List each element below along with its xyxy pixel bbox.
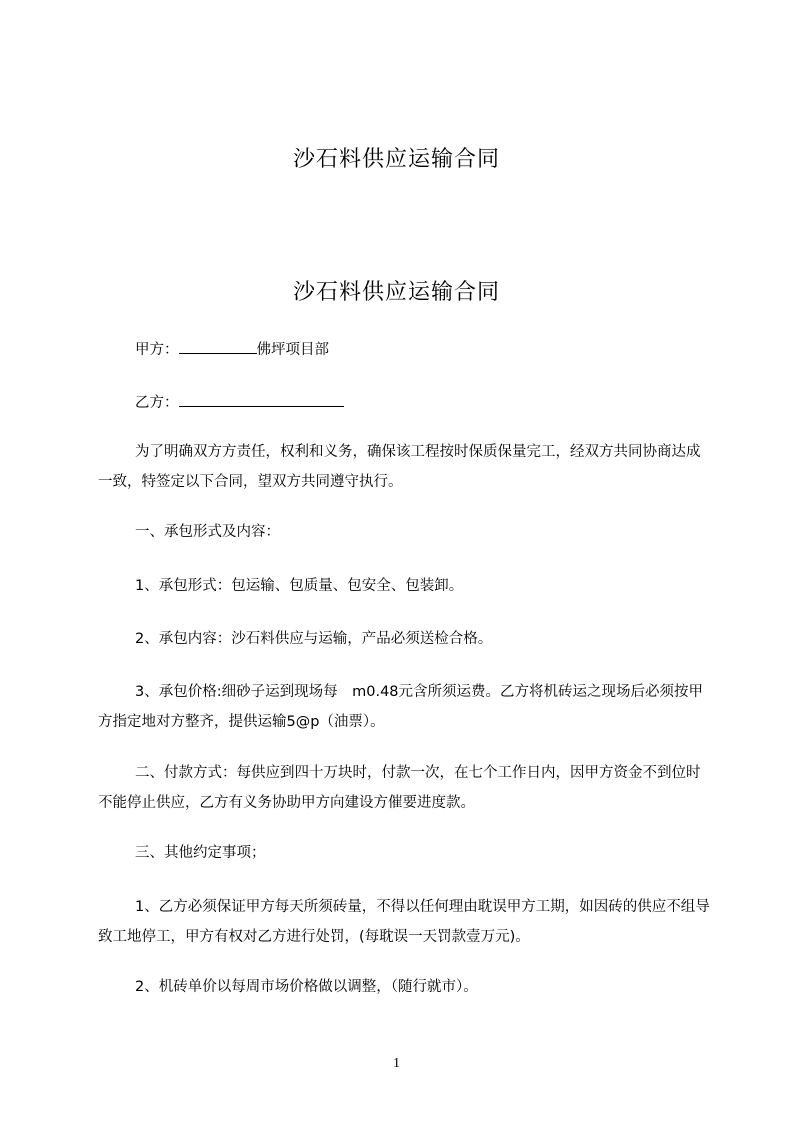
clause-payment: 二、付款方式：每供应到四十万块时，付款一次，在七个工作日内，因甲方资金不到位时不能停止供应，乙方有义务协助甲方向建设方催要进度款。: [98, 765, 701, 811]
clause-contract-content: 2、承包内容：沙石料供应与运输，产品必须送检合格。: [135, 631, 493, 647]
party-b-line: [135, 391, 344, 413]
party-b-blank: [179, 391, 344, 407]
paragraph-preamble: 为了明确双方方责任，权利和义务，确保该工程按时保质保量完工，经双方共同协商达成一致，特签定以下合同，望双方共同遵守执行。: [98, 444, 701, 490]
party-a-line: [135, 338, 329, 360]
clause-contract-price: 3、承包价格:细砂子运到现场每 m0.48元含所须运费。乙方将机砖运之现场后必须按甲方指定地对方整齐，提供运输5@p（油票）。: [98, 684, 704, 730]
page-number: 1: [393, 1056, 400, 1071]
clause-contract-form: 1、承包形式：包运输、包质量、包安全、包装卸。: [135, 578, 464, 594]
cover-title: 沙石料供应运输合同: [292, 147, 500, 172]
clause-price-adjustment: 2、机砖单价以每周市场价格做以调整，（随行就市）。: [135, 979, 478, 995]
heading-contract-form: 一、承包形式及内容：: [135, 524, 280, 540]
heading-other-terms: 三、其他约定事项；: [135, 845, 266, 861]
party-b-label: 乙方：: [135, 395, 179, 411]
clause-supply-guarantee: 1、乙方必须保证甲方每天所须砖量，不得以任何理由耽误甲方工期，如因砖的供应不组导致工地停工，甲方有权对乙方进行处罚，(每耽误一天罚款壹万元)。: [98, 899, 710, 945]
party-a-label: 甲方：: [135, 342, 179, 358]
document-title: 沙石料供应运输合同: [292, 280, 500, 305]
party-a-blank: [179, 338, 257, 354]
party-a-value: 佛坪项目部: [256, 342, 329, 358]
